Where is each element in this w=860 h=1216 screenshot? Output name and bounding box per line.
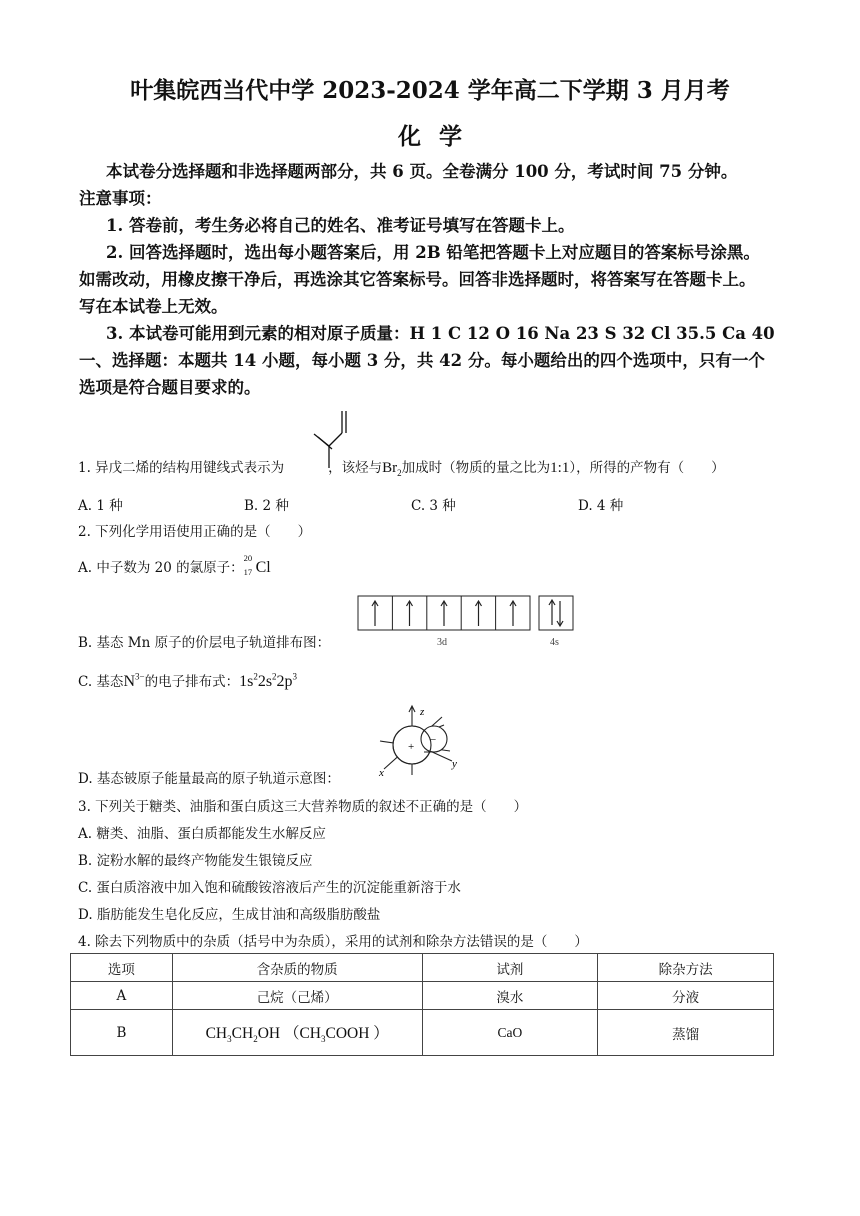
q1-option-d: D. 4 种 <box>578 498 624 514</box>
q1-stem-d: ），所得的产物有（ ） <box>569 460 725 476</box>
atomic-number: 17 <box>243 566 253 577</box>
lobe-plus-sign: + <box>408 741 415 753</box>
q1-bromine: $Br_2$ <box>382 460 402 478</box>
section-heading-b: 选项是符合题目要求的。 <box>79 378 261 397</box>
axis-x-label: x <box>379 767 384 779</box>
header-substance: 含杂质的物质 <box>172 954 422 982</box>
q2-option-d: D. 基态铍原子能量最高的原子轨道示意图： <box>78 771 340 787</box>
mn-orbital-diagram <box>357 594 579 650</box>
q1-stem-b: ，该烃与 <box>328 460 383 476</box>
note-2b: 如需改动，用橡皮擦干净后，再选涂其它答案标号。回答非选择题时，将答案写在答题卡上。 <box>79 270 756 289</box>
note-3: 3. 本试卷可能用到元素的相对原子质量：H 1 C 12 O 16 Na 23 S 32 Cl 35.5 Ca 40 <box>106 324 775 343</box>
isoprene-skeletal-structure <box>308 406 356 470</box>
axis-y-label: y <box>452 758 457 770</box>
lobe-minus-sign: − <box>430 734 437 746</box>
exam-title: 叶集皖西当代中学 2023-2024 学年高二下学期 3 月月考 <box>130 77 730 104</box>
note-2c: 写在本试卷上无效。 <box>79 297 228 316</box>
note-1: 1. 答卷前，考生务必将自己的姓名、准考证号填写在答题卡上。 <box>106 216 575 235</box>
row-b-method: 蒸馏 <box>598 1010 774 1056</box>
chlorine-symbol: Cl <box>255 559 271 576</box>
table-row <box>71 982 774 1010</box>
q1-ratio: 1:1 <box>550 460 570 476</box>
intro-line: 本试卷分选择题和非选择题两部分，共 6 页。全卷满分 100 分，考试时间 75 分钟。 <box>106 162 738 181</box>
subject-title: 化学 <box>398 123 480 150</box>
q3-option-c: C. 蛋白质溶液中加入饱和硫酸铵溶液后产生的沉淀能重新溶于水 <box>78 880 461 896</box>
q2-option-a: A. 中子数为 20 的氯原子： 20 17 Cl <box>78 552 271 577</box>
table-row <box>71 1010 774 1056</box>
header-option: 选项 <box>71 954 173 982</box>
q2-option-b: B. 基态 Mn 原子的价层电子轨道排布图： <box>78 635 331 651</box>
q4-stem: 4. 除去下列物质中的杂质（括号中为杂质），采用的试剂和除杂方法错误的是（ ） <box>78 934 588 950</box>
q2-option-c: C. 基态$N^{3-}$的电子排布式：$1s^22s^22p^3$ <box>78 671 298 690</box>
q3-option-b: B. 淀粉水解的最终产物能发生银镜反应 <box>78 853 313 869</box>
q3-option-d: D. 脂肪能发生皂化反应，生成甘油和高级脂肪酸盐 <box>78 907 381 923</box>
label-3d: 3d <box>437 637 447 648</box>
nitride-ion: $N^{3-}$ <box>123 671 145 690</box>
q1-option-c: C. 3 种 <box>411 498 456 514</box>
row-b-substance: $CH_3CH_2OH$ （$CH_3COOH$ ） <box>172 1010 422 1056</box>
q3-stem: 3. 下列关于糖类、油脂和蛋白质这三大营养物质的叙述不正确的是（ ） <box>78 799 528 815</box>
q1-stem <box>78 456 725 478</box>
row-a-method: 分液 <box>598 982 774 1010</box>
q3-option-a: A. 糖类、油脂、蛋白质都能发生水解反应 <box>78 826 326 842</box>
beryllium-p-orbital-diagram <box>370 703 470 779</box>
label-4s: 4s <box>550 637 559 648</box>
axis-z-label: z <box>420 706 425 718</box>
mass-number: 20 <box>243 552 253 563</box>
section-heading-a: 一、选择题：本题共 14 小题，每小题 3 分，共 42 分。每小题给出的四个选项中，只有一个 <box>79 351 765 370</box>
row-a-substance: 己烷（己烯） <box>172 982 422 1010</box>
note-2a: 2. 回答选择题时，选出每小题答案后，用 2B 铅笔把答题卡上对应题目的答案标号涂黑。 <box>106 243 760 262</box>
q1-option-a: A. 1 种 <box>78 498 123 514</box>
row-a-reagent: 溴水 <box>422 982 598 1010</box>
row-b-label: B <box>71 1010 173 1056</box>
row-b-reagent: CaO <box>422 1010 598 1056</box>
q1-stem-c: 加成时（物质的量之比为 <box>401 460 551 476</box>
notes-heading: 注意事项： <box>79 189 162 208</box>
table-header-row <box>71 954 774 982</box>
header-reagent: 试剂 <box>422 954 598 982</box>
electron-configuration: $1s^22s^22p^3$ <box>239 671 298 690</box>
q1-stem-a: 1. 异戊二烯的结构用键线式表示为 <box>78 460 285 476</box>
q1-option-b: B. 2 种 <box>244 498 289 514</box>
q2-stem: 2. 下列化学用语使用正确的是（ ） <box>78 524 312 540</box>
header-method: 除杂方法 <box>598 954 774 982</box>
q4-options-table <box>70 953 774 1056</box>
row-a-label: A <box>71 982 173 1010</box>
